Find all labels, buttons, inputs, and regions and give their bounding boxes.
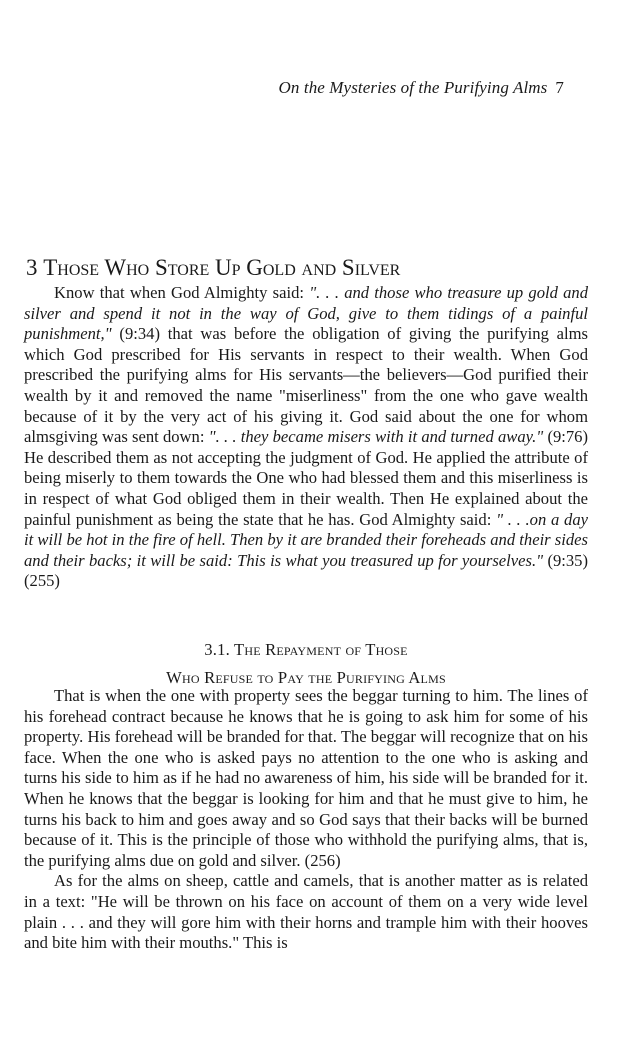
body-text-1 (24, 283, 588, 592)
section-heading (24, 636, 588, 692)
quran-quote-9-35: " . . .on a day it will be hot in the fire of hell. Then by it are branded their foreheads and their sides and their backs; it will be said: This is what you treasured up for yourselves." (24, 509, 588, 570)
section-heading-line1: 3.1. The Repayment of Those (204, 640, 408, 659)
chapter-title (26, 252, 596, 284)
section-heading-line2: Who Refuse to Pay the Purifying Alms (166, 668, 446, 687)
paragraph-2: That is when the one with property sees the beggar turning to him. The lines of his forehead contract because he knows that he is going to ask him for some of his property. His forehead will be branded for that. The beggar will recognize that on his face. When the one who is asked pays no attention to the one who is asking and turns his side to him as if he had no awareness of him, his side will be branded for it. When he knows that the beggar is looking for him and that he must give to him, he turns his back to him and goes away and so God says that their backs will be burned because of it. This is the principle of those who withhold the purifying alms, that is, the purifying alms due on gold and silver. (256) (24, 686, 588, 870)
body-text-2 (24, 686, 588, 954)
para1-text-b: (9:34) that was before the obligation of giving the purifying alms which God prescribed for His servants in respect to their wealth. When God prescribed the purifying alms for His servants—the believers—God purified their wealth by it and removed the name "miserliness" from the one who gave wealth because of it by the very act of his giving it. God said about the one for whom almsgiving was sent down: (24, 324, 588, 447)
chapter-number: 3 (26, 255, 38, 280)
para1-text-c: (9:76) He described them as not accepting the judgment of God. He applied the attribute of being miserly to them towards the One who had blessed them and this miserliness is in respect of what God obliged them in their wealth. Then He explained about the painful punishment as being the state that he has. God Almighty said: (24, 427, 588, 529)
page-number: 7 (555, 78, 564, 97)
quran-quote-9-76: ". . . they became misers with it and turned away." (208, 427, 544, 447)
paragraph-3: As for the alms on sheep, cattle and camels, that is another matter as is related in a text: "He will be thrown on his face on account of them on a very wide level plain . . . and they will gore him with their horns and trample him with their hooves and bite him with their mouths." This is (24, 871, 588, 953)
paragraph-1 (24, 283, 588, 592)
para1-text-d: (9:35) (255) (24, 550, 589, 591)
running-head-title: On the Mysteries of the Purifying Alms (278, 78, 548, 97)
running-head (279, 78, 564, 98)
quran-quote-9-34: ". . . and those who treasure up gold and silver and spend it not in the way of God, give to them tidings of a painful punishment," (24, 283, 589, 344)
chapter-title-text: Those Who Store Up Gold and Silver (43, 255, 401, 280)
para1-text-a: Know that when God Almighty said: (54, 283, 310, 302)
